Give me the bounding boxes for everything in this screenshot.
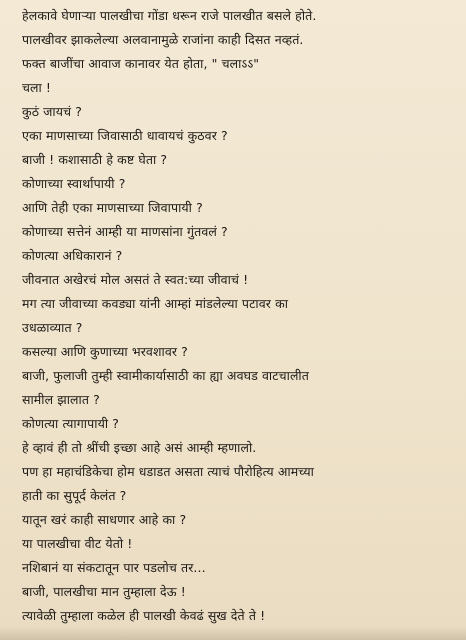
text-line: या पालखीचा वीट येतो !	[22, 536, 133, 551]
text-line: सामील झालात ?	[22, 392, 100, 407]
text-line: मग त्या जीवाच्या कवड्या यांनी आम्हां मांडलेल्या पटावर का	[22, 296, 289, 311]
text-line: एका माणसाच्या जिवासाठी धावायचं कुठवर ?	[22, 128, 228, 143]
text-line: उधळाव्यात ?	[22, 320, 83, 335]
text-line: कसल्या आणि कुणाच्या भरवशावर ?	[22, 344, 188, 359]
text-line: कोणत्या त्यागापायी ?	[22, 416, 119, 431]
text-line: हे व्हावं ही तो श्रींची इच्छा आहे असं आम्ही म्हणालो.	[22, 440, 257, 455]
text-line: त्यावेळी तुम्हाला कळेल ही पालखी केवढं सुख देते ते !	[22, 608, 266, 623]
text-line: यातून खरं काही साधणार आहे का ?	[22, 512, 187, 527]
text-line: हेलकावे घेणाऱ्या पालखीचा गोंडा धरून राजे पालखीत बसले होते.	[22, 8, 317, 23]
text-line: जीवनात अखेरचं मोल असतं ते स्वत:च्या जीवाचं !	[22, 272, 249, 287]
text-line: नशिबानं या संकटातून पार पडलोच तर...	[22, 560, 206, 575]
text-line: चला !	[22, 80, 52, 95]
text-line: पालखीवर झाकलेल्या अलवानामुळे राजांना काही दिसत नव्हतं.	[22, 32, 304, 47]
text-line: बाजी, पालखीचा मान तुम्हाला देऊ !	[22, 584, 186, 599]
text-line: हाती का सुपूर्द केलंत ?	[22, 488, 127, 503]
text-line: बाजी ! कशासाठी हे कष्ट घेता ?	[22, 152, 168, 167]
text-line: आणि तेही एका माणसाच्या जिवापायी ?	[22, 200, 203, 215]
text-line: कोणत्या अधिकारानं ?	[22, 248, 123, 263]
text-line: कोणाच्या स्वार्थापायी ?	[22, 176, 126, 191]
text-line: पण हा महाचंडिकेचा होम धडाडत असता त्याचं पौरोहित्य आमच्या	[22, 464, 314, 479]
text-line: बाजी, फुलाजी तुम्ही स्वामीकार्यासाठी का ह्या अवघड वाटचालीत	[22, 368, 309, 383]
text-line: फक्त बाजींचा आवाज कानावर येत होता, " चलाऽऽ"	[22, 56, 260, 71]
text-line: कोणाच्या सत्तेनं आम्ही या माणसांना गुंतवलं ?	[22, 224, 228, 239]
text-line: कुठं जायचं ?	[22, 104, 82, 119]
page-edge-shadow	[0, 626, 466, 640]
